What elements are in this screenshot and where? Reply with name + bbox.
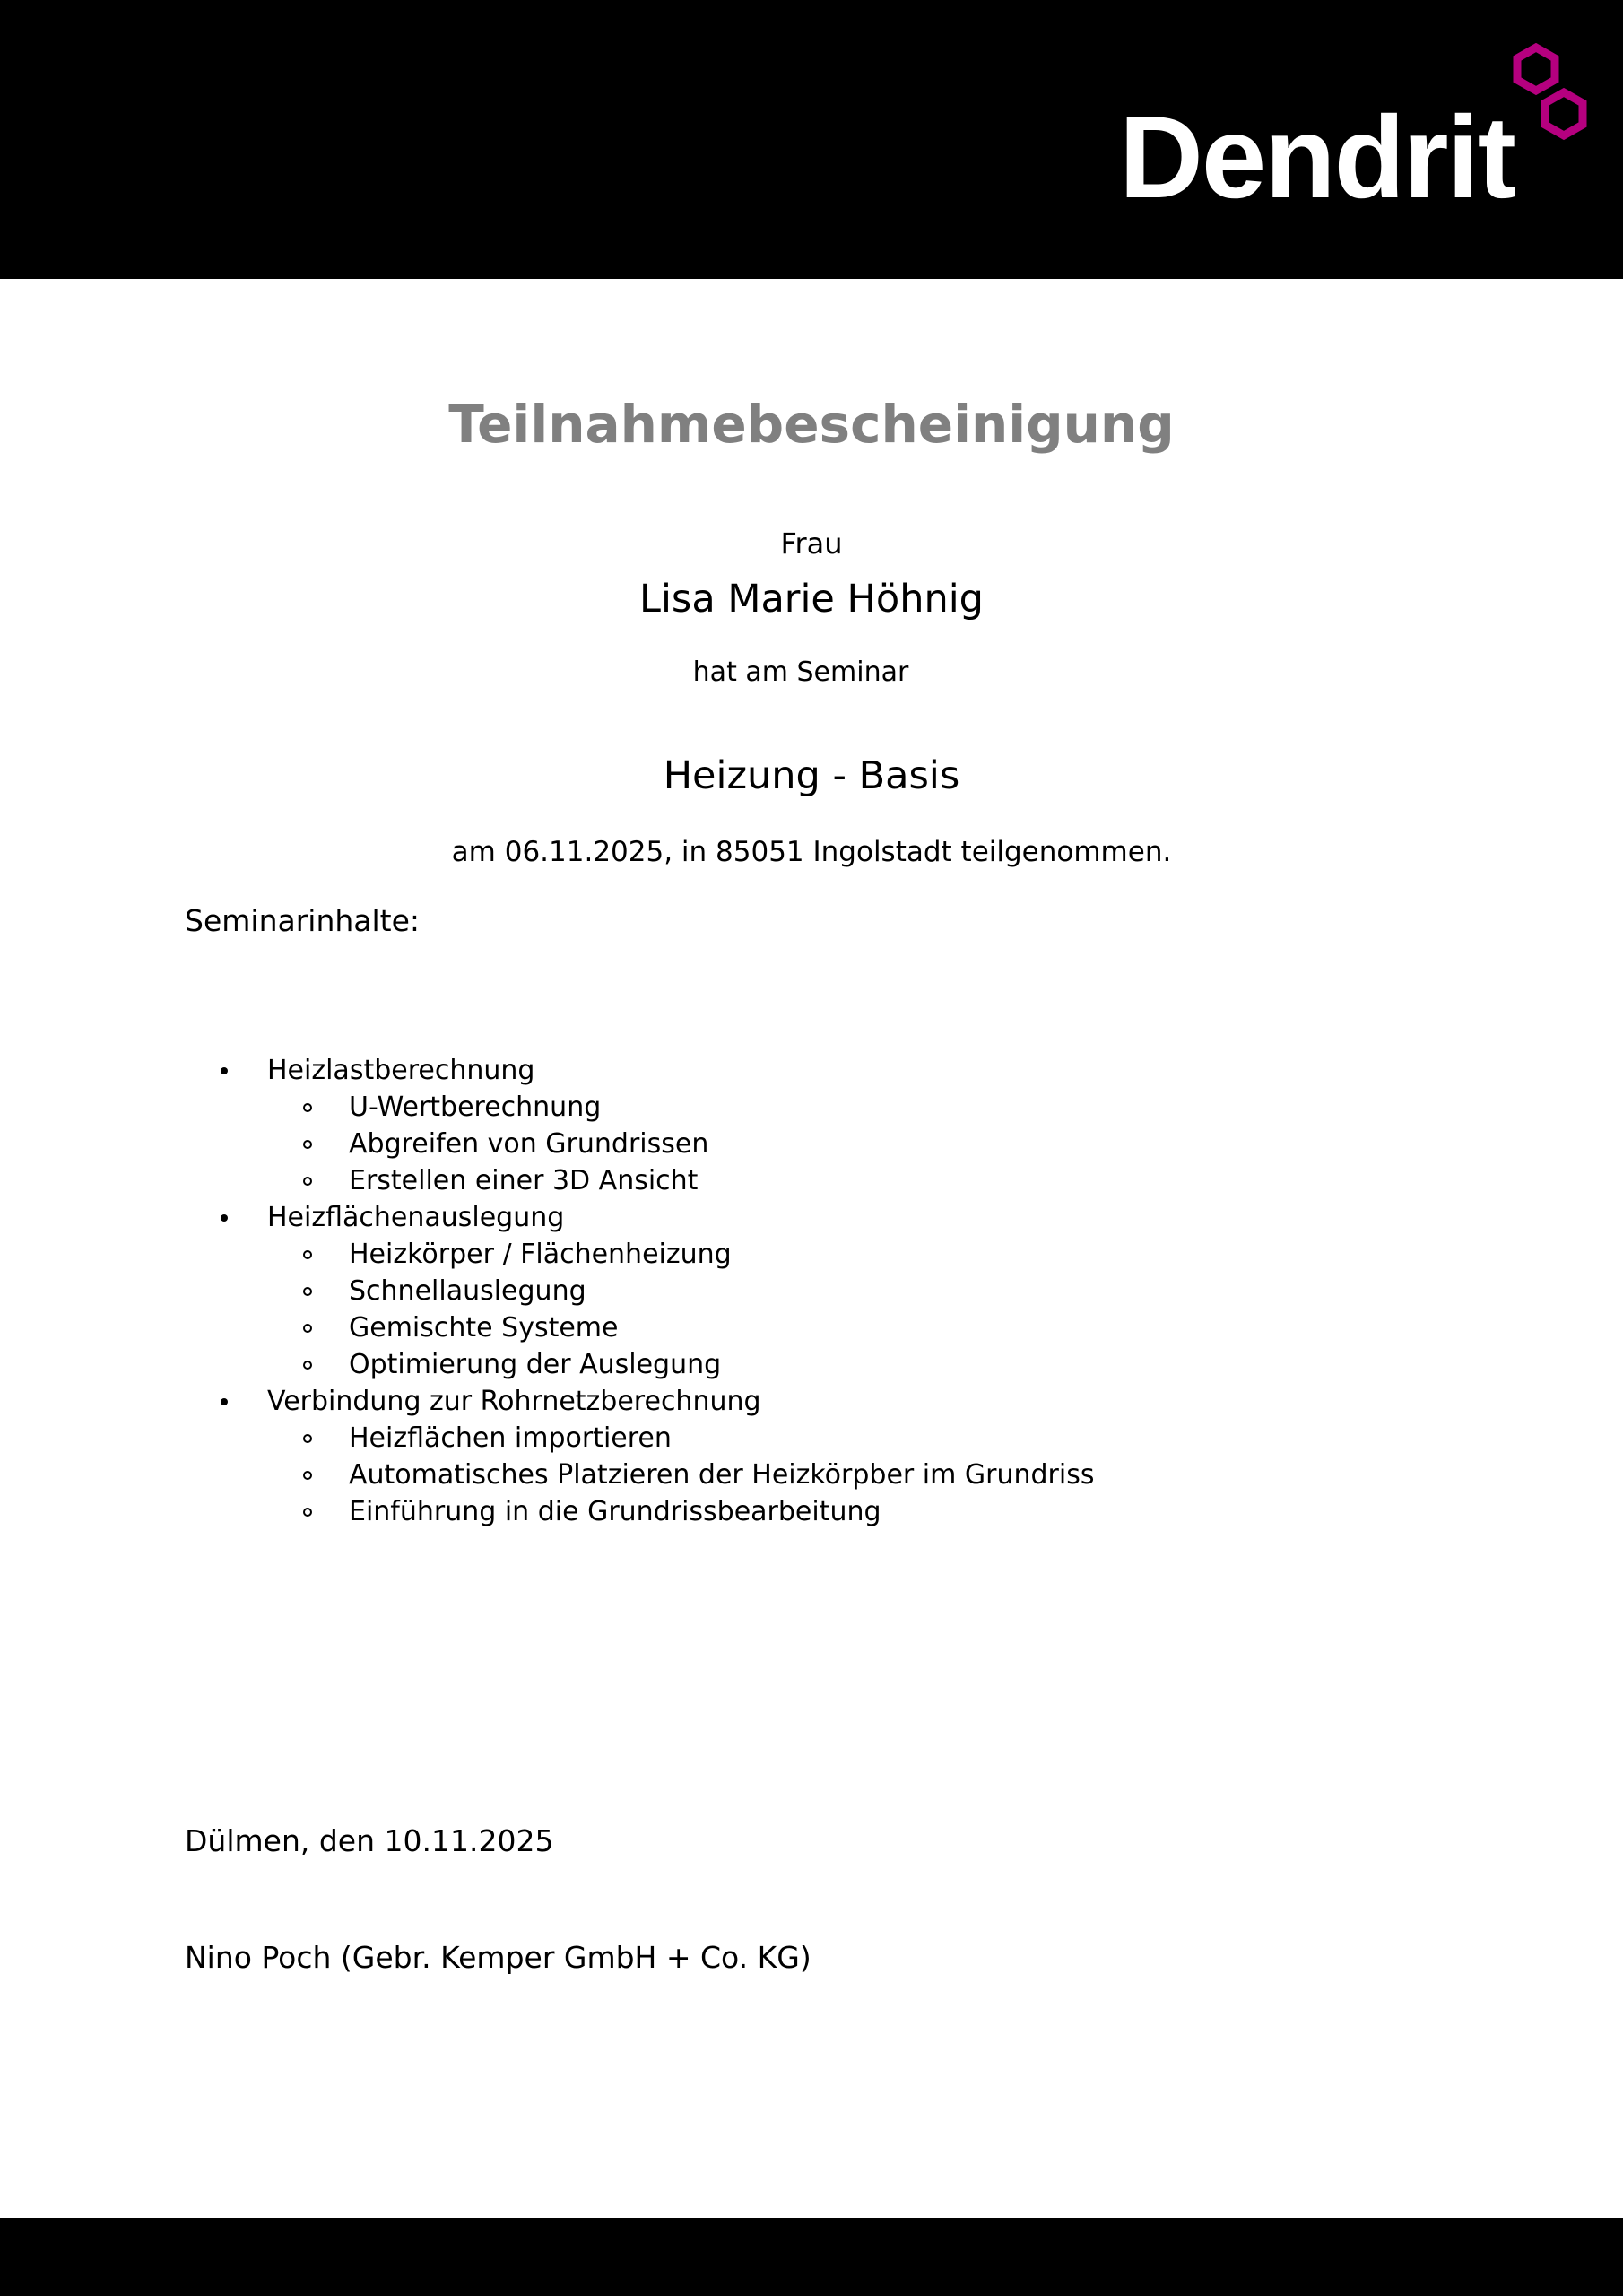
footer-band [0, 2218, 1623, 2296]
salutation: Frau [780, 526, 843, 561]
hollow-bullet-icon [303, 1103, 312, 1112]
subtopic-label: Optimierung der Auslegung [349, 1349, 722, 1380]
bullet-icon [221, 1067, 228, 1074]
subtopic-label: Schnellauslegung [349, 1275, 586, 1307]
subtopic-label: U-Wertberechnung [349, 1091, 602, 1123]
subtopic-list [0, 1089, 1623, 1199]
subtopic-item [0, 1236, 1623, 1273]
hollow-bullet-icon [303, 1361, 312, 1370]
subtopic-item [0, 1162, 1623, 1199]
subtopic-item [0, 1273, 1623, 1309]
logo-hexagon-top [1517, 48, 1555, 91]
topic-label: Heizlastberechnung [267, 1055, 535, 1086]
hollow-bullet-icon [303, 1287, 312, 1296]
subtopic-label: Abgreifen von Grundrissen [349, 1128, 709, 1160]
topic-label: Heizflächenauslegung [267, 1202, 565, 1233]
hollow-bullet-icon [303, 1250, 312, 1259]
subtopic-item [0, 1126, 1623, 1162]
logo-wordmark: Dendrit [1119, 91, 1515, 222]
hexagon-pair-icon [1511, 43, 1592, 149]
hollow-bullet-icon [303, 1508, 312, 1517]
subtopic-label: Heizflächen importieren [349, 1422, 672, 1454]
subtopic-item [0, 1346, 1623, 1383]
topic-row [0, 1383, 1623, 1420]
subtopic-label: Heizkörper / Flächenheizung [349, 1239, 732, 1270]
signatory: Nino Poch (Gebr. Kemper GmbH + Co. KG) [185, 1940, 812, 1975]
subtopic-list [0, 1236, 1623, 1383]
bullet-icon [221, 1398, 228, 1405]
subtopic-label: Einführung in die Grundrissbearbeitung [349, 1496, 881, 1527]
seminar-name: Heizung - Basis [663, 753, 960, 798]
seminar-date-place: am 06.11.2025, in 85051 Ingolstadt teilgenommen. [451, 836, 1172, 868]
topic-item [0, 1052, 1623, 1199]
hollow-bullet-icon [303, 1471, 312, 1480]
topic-item [0, 1383, 1623, 1530]
subtopic-item [0, 1309, 1623, 1346]
certificate-title: Teilnahmebescheinigung [448, 394, 1175, 455]
subtopic-item [0, 1457, 1623, 1493]
header-band [0, 0, 1623, 279]
topic-item [0, 1199, 1623, 1383]
place-date: Dülmen, den 10.11.2025 [185, 1823, 554, 1858]
subtopic-item [0, 1420, 1623, 1457]
logo-hexagon-bottom [1545, 92, 1583, 135]
seminar-contents-heading: Seminarinhalte: [185, 903, 421, 938]
subtopic-label: Gemischte Systeme [349, 1312, 619, 1344]
hollow-bullet-icon [303, 1434, 312, 1443]
hollow-bullet-icon [303, 1324, 312, 1333]
subtopic-label: Automatisches Platzieren der Heizkörpber im Grundriss [349, 1459, 1095, 1491]
bullet-icon [221, 1214, 228, 1222]
hollow-bullet-icon [303, 1140, 312, 1149]
intro-text: hat am Seminar [692, 657, 909, 688]
topic-label: Verbindung zur Rohrnetzberechnung [267, 1386, 761, 1417]
participant-name: Lisa Marie Höhnig [639, 577, 984, 622]
subtopic-list [0, 1420, 1623, 1530]
topic-row [0, 1199, 1623, 1236]
hollow-bullet-icon [303, 1177, 312, 1186]
subtopic-item [0, 1089, 1623, 1126]
subtopic-item [0, 1493, 1623, 1530]
seminar-contents-list [0, 1052, 1623, 1530]
subtopic-label: Erstellen einer 3D Ansicht [349, 1165, 699, 1196]
topic-row [0, 1052, 1623, 1089]
